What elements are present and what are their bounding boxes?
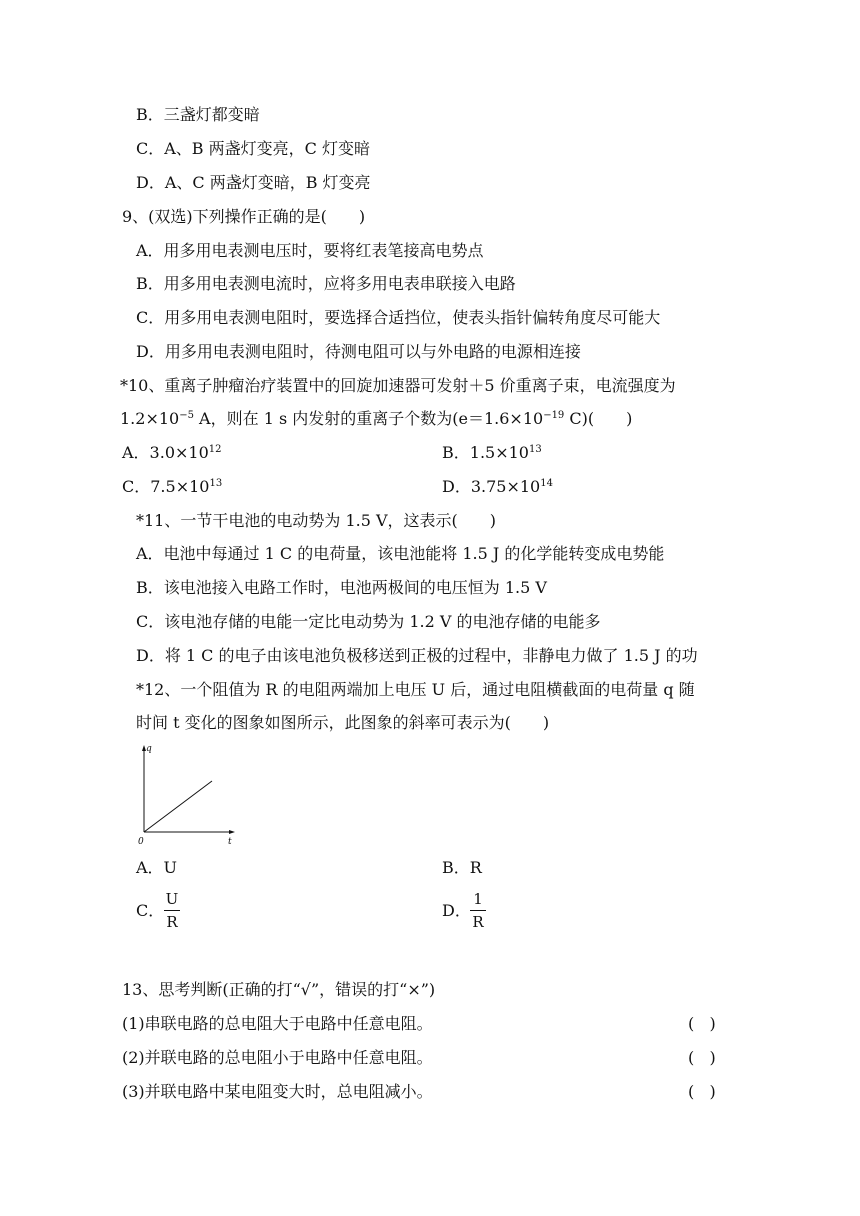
q-t-line xyxy=(144,781,212,832)
t-axis-arrow xyxy=(229,830,235,834)
q13-stem: 13、思考判断(正确的打“√”，错误的打“×”) xyxy=(122,980,436,999)
q12-option-b: B．R xyxy=(442,858,482,877)
q12-option-a: A．U xyxy=(136,858,178,877)
q12-option-c-denominator: R xyxy=(166,913,178,931)
q10-stem-line1: *10、重离子肿瘤治疗装置中的回旋加速器可发射＋5 价重离子束，电流强度为 xyxy=(120,376,676,395)
q13-item-1: (1)串联电路的总电阻大于电路中任意电阻。 xyxy=(122,1014,433,1033)
q13-item-1-answer-box[interactable]: ( ) xyxy=(688,1014,716,1033)
q-axis-label: q xyxy=(146,744,152,754)
q8-option-d: D．A、C 两盏灯变暗，B 灯变亮 xyxy=(136,173,371,192)
q10-option-a: A．$3.0\times 10^{12}$ xyxy=(122,443,222,462)
q11-option-d: D．将 1 C 的电子由该电池负极移送到正极的过程中，非静电力做了 1.5 J 的功 xyxy=(136,646,698,665)
q12-option-d-denominator: R xyxy=(472,913,484,931)
q10-option-d: D．$3.75\times 10^{14}$ xyxy=(442,477,553,496)
q13-item-2: (2)并联电路的总电阻小于电路中任意电阻。 xyxy=(122,1048,433,1067)
q-t-graph xyxy=(132,740,242,848)
q11-stem: *11、一节干电池的电动势为 1.5 V，这表示( ) xyxy=(136,511,497,530)
q9-stem: 9、(双选)下列操作正确的是( ) xyxy=(122,207,366,226)
q13-item-3: (3)并联电路中某电阻变大时，总电阻减小。 xyxy=(122,1082,433,1101)
q11-option-a: A．电池中每通过 1 C 的电荷量，该电池能将 1.5 J 的化学能转变成电势能 xyxy=(136,544,665,563)
q13-item-2-answer-box[interactable]: ( ) xyxy=(688,1048,716,1067)
q12-option-c-numerator: U xyxy=(164,890,180,911)
q11-option-b: B．该电池接入电路工作时，电池两极间的电压恒为 1.5 V xyxy=(136,578,547,597)
q12-option-d-prefix: D． xyxy=(442,901,471,920)
q10-option-b: B．$1.5\times 10^{13}$ xyxy=(442,443,542,462)
q12-stem-line2: 时间 t 变化的图象如图所示，此图象的斜率可表示为( ) xyxy=(136,713,550,732)
q8-option-b: B．三盏灯都变暗 xyxy=(136,105,260,124)
q12-option-c-fraction xyxy=(164,890,180,931)
q12-option-d-numerator: 1 xyxy=(470,890,486,911)
q12-stem-line1: *12、一个阻值为 R 的电阻两端加上电压 U 后，通过电阻横截面的电荷量 q 随 xyxy=(136,680,695,699)
t-axis-label: t xyxy=(228,837,232,847)
q10-option-c: C．$7.5\times 10^{13}$ xyxy=(122,477,223,496)
q9-option-d: D．用多用电表测电阻时，待测电阻可以与外电路的电源相连接 xyxy=(136,342,581,361)
q9-option-a: A．用多用电表测电压时，要将红表笔接高电势点 xyxy=(136,241,484,260)
q8-option-c: C．A、B 两盏灯变亮，C 灯变暗 xyxy=(136,139,370,158)
q9-option-b: B．用多用电表测电流时，应将多用电表串联接入电路 xyxy=(136,274,516,293)
q12-option-c-prefix: C． xyxy=(136,901,165,920)
q11-option-c: C．该电池存储的电能一定比电动势为 1.2 V 的电池存储的电能多 xyxy=(136,612,601,631)
origin-label: 0 xyxy=(138,837,144,847)
q9-option-c: C．用多用电表测电阻时，要选择合适挡位，使表头指针偏转角度尽可能大 xyxy=(136,308,661,327)
q10-stem-line2: $1.2\times 10^{-5}$ A，则在 1 s 内发射的重离子个数为($e=1.6\times 10^{-19}$ C)( ) xyxy=(120,409,633,428)
q12-option-d-fraction xyxy=(470,890,486,931)
q13-item-3-answer-box[interactable]: ( ) xyxy=(688,1082,716,1101)
